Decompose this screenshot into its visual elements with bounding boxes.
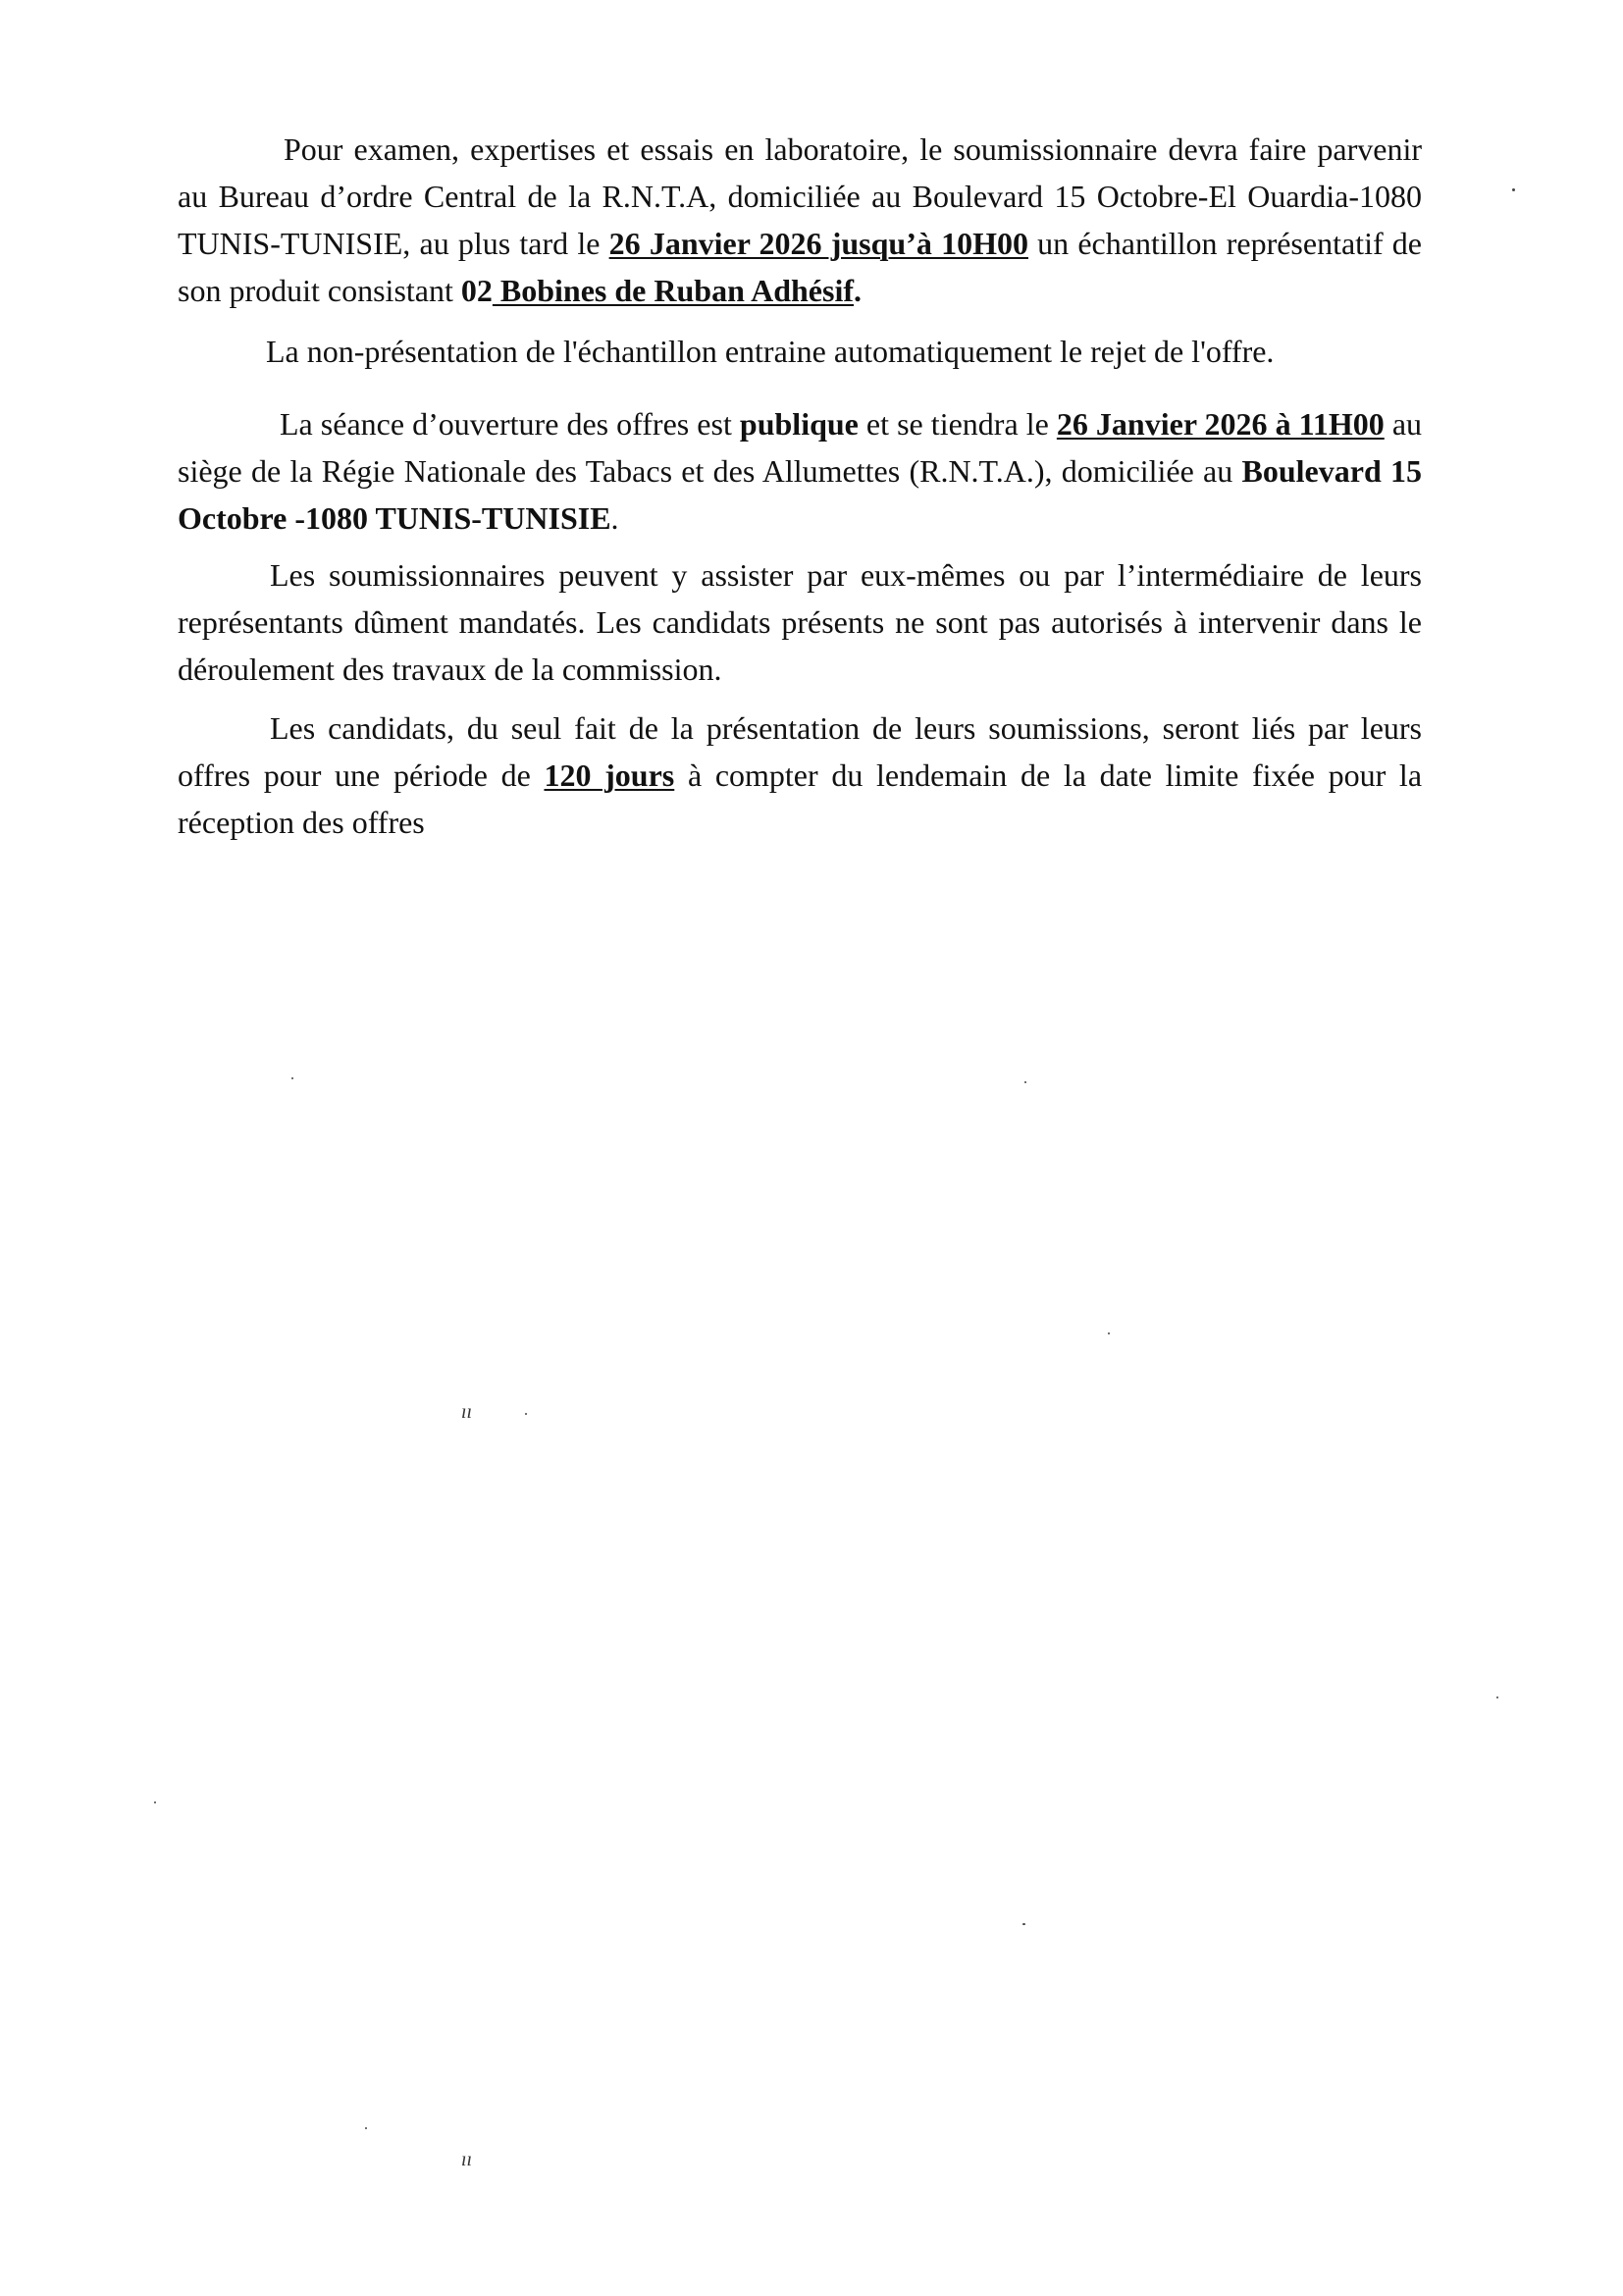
text-attendance: Les soumissionnaires peuvent y assister par eux-mêmes ou par l’intermédiaire de leurs représentants dûment mandatés. Les candidats présents ne sont pas autorisés à intervenir dans le déroulement des travaux de la commission.: [178, 557, 1422, 687]
deadline-sample: 26 Janvier 2026 jusqu’à 10H00: [608, 226, 1028, 261]
text-opening-intro: La séance d’ouverture des offres est: [280, 406, 740, 442]
paragraph-rejection-notice: [178, 328, 1422, 375]
session-public: publique: [739, 406, 859, 442]
paragraph-offer-validity: [178, 704, 1422, 846]
scan-speck: [1022, 1923, 1025, 1925]
text-sample-product: un échantillon représentatif de son produit consistant: [178, 226, 1423, 308]
venue-address: Boulevard 15 Octobre -1080 TUNIS-TUNISIE: [178, 453, 1423, 536]
text-validity-intro: Les candidats, du seul fait de la présentation de leurs soumissions, seront liés par leurs offres pour une période de: [178, 710, 1422, 793]
scan-mark: ıı: [461, 2149, 473, 2170]
sample-product-name: Bobines de Ruban Adhésif: [492, 273, 854, 308]
text-sample-intro: Pour examen, expertises et essais en laboratoire, le soumissionnaire devra faire parvenir au Bureau d’ordre Central de la R.N.T.A, domiciliée au Boulevard 15 Octobre-El Ouardia-1080 TUNIS-TUNISIE, au plus tard le: [178, 131, 1422, 261]
scan-mark: ıı: [461, 1401, 473, 1423]
session-date: 26 Janvier 2026 à 11H00: [1056, 406, 1385, 442]
scan-speck: [365, 2127, 367, 2129]
scan-speck: [1512, 188, 1515, 191]
scan-speck: [1108, 1332, 1110, 1334]
paragraph-sample-submission: [178, 126, 1422, 314]
text-validity-end: à compter du lendemain de la date limite fixée pour la réception des offres: [178, 757, 1423, 840]
text-opening-venue: au siège de la Régie Nationale des Tabacs et des Allumettes (R.N.T.A.), domiciliée au: [178, 406, 1423, 489]
scan-speck: [1024, 1081, 1026, 1083]
text-rejection: La non-présentation de l'échantillon entraine automatiquement le rejet de l'offre.: [266, 334, 1275, 369]
scan-speck: [154, 1801, 156, 1803]
scan-speck: [525, 1413, 527, 1415]
paragraph-opening-session: [178, 400, 1422, 542]
sample-quantity: 02: [460, 273, 493, 308]
scan-speck: [291, 1077, 293, 1079]
validity-period: 120 jours: [544, 757, 675, 793]
text-opening-end: .: [610, 500, 619, 536]
paragraph-attendance: [178, 551, 1422, 693]
scan-speck: [1496, 1696, 1498, 1698]
text-opening-held: et se tiendra le: [858, 406, 1057, 442]
sample-period: .: [854, 273, 862, 308]
